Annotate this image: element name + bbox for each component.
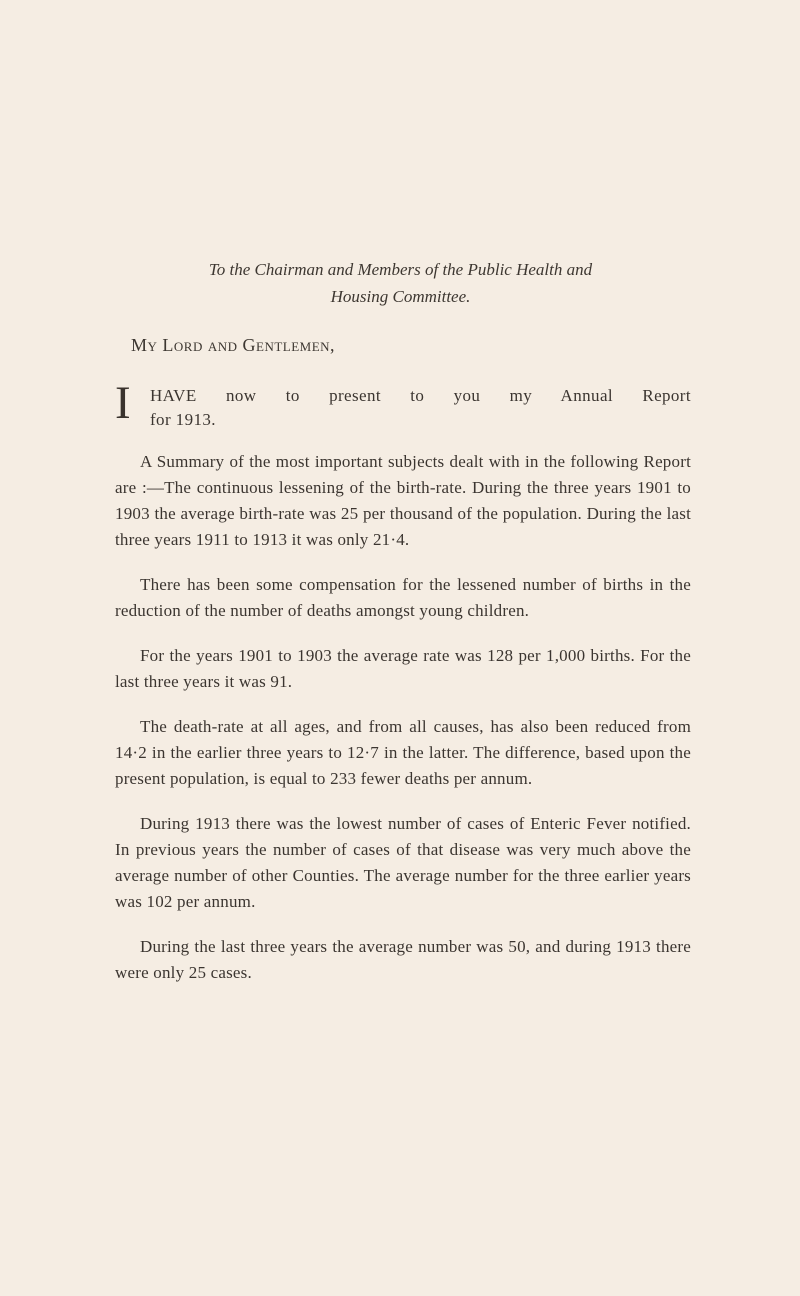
addressee-line-2: Housing Committee. xyxy=(330,287,471,306)
salutation: My Lord and Gentlemen, xyxy=(131,335,336,355)
addressee-block xyxy=(110,256,691,310)
opening-line-2: for 1913. xyxy=(150,410,216,429)
paragraph-summary: A Summary of the most important subjects dealt with in the following Report are :—The continuous lessening of the birth-rate. During the three years 1901 to 1903 the average birth-rate was 25 per thousand of the population. During the last three years 1911 to 1913 it was only 21·4. xyxy=(115,452,691,549)
paragraph-recent-cases: During the last three years the average number was 50, and during 1913 there were only 25 cases. xyxy=(115,937,691,982)
paragraph-infant-rate: For the years 1901 to 1903 the average rate was 128 per 1,000 births. For the last three years it was 91. xyxy=(115,646,691,691)
opening-line-1: HAVE now to present to you my Annual Report xyxy=(150,386,691,405)
addressee-line-1: To the Chairman and Members of the Public Health and xyxy=(208,260,593,279)
opening-paragraph xyxy=(115,377,691,430)
drop-cap: I xyxy=(115,377,131,429)
letter-body xyxy=(115,256,691,986)
paragraph-enteric-fever: During 1913 there was the lowest number of cases of Enteric Fever notified. In previous years the number of cases of that disease was very much above the average number of other Counties. The average number for the three earlier years was 102 per annum. xyxy=(115,814,691,911)
paragraph-compensation: There has been some compensation for the lessened number of births in the reduction of the number of deaths amongst young children. xyxy=(115,575,691,620)
paragraph-death-rate: The death-rate at all ages, and from all causes, has also been reduced from 14·2 in the earlier three years to 12·7 in the latter. The difference, based upon the present population, is equal to 233 fewer deaths per annum. xyxy=(115,717,691,788)
